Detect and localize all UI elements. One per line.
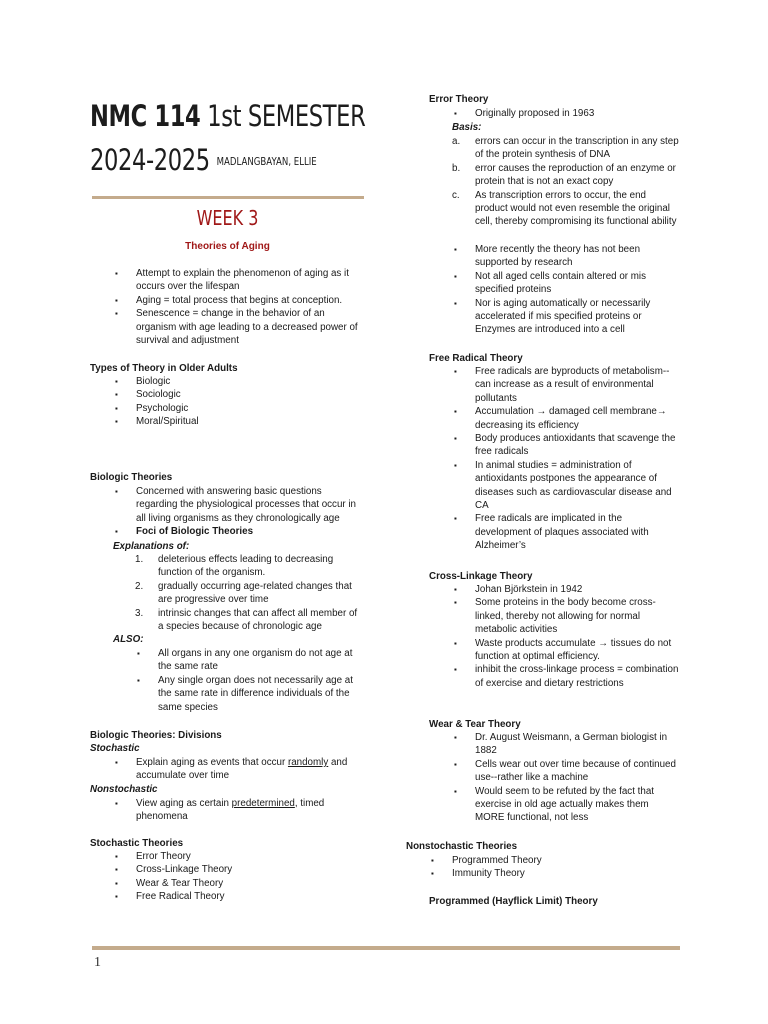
list-item: ▪ Attempt to explain the phenomenon of aging as it occurs over the lifespan <box>113 267 363 294</box>
list-item: ▪ Psychologic <box>113 402 363 415</box>
list-item: ▪ Nor is aging automatically or necessarily accelerated if mis specified proteins or Enzymes are introduced into a cell <box>452 297 680 337</box>
top-divider <box>92 196 364 199</box>
list-item: c. As transcription errors to occur, the end product would not even resemble the original cell, thereby compromising its functional ability <box>452 189 677 228</box>
list-item: ▪ Free radicals are byproducts of metabolism--can increase as a result of environmental pollutants <box>452 365 680 405</box>
explanations-list <box>135 553 363 633</box>
week-title: WEEK 3 <box>196 206 259 230</box>
intro-list <box>113 267 363 347</box>
cross-linkage-list <box>452 583 680 690</box>
stochastic-theories-heading: Stochastic Theories <box>90 838 184 849</box>
list-item: ▪ All organs in any one organism do not age at the same rate <box>135 647 363 674</box>
list-item: ▪ Senescence = change in the behavior of an organism with age leading to a decreased power of survival and adjustment <box>113 307 363 347</box>
list-item: ▪ Explain aging as events that occur randomly and accumulate over time <box>113 756 363 783</box>
list-item: ▪ Sociologic <box>113 388 363 401</box>
cross-linkage-heading: Cross-Linkage Theory <box>429 571 533 582</box>
list-item: ▪ Foci of Biologic Theories <box>113 525 363 538</box>
list-item: ▪ Wear & Tear Theory <box>113 877 363 890</box>
page-number: 1 <box>94 955 101 970</box>
error-theory-first <box>452 107 680 120</box>
explanations-label: Explanations of: <box>113 541 190 552</box>
error-theory-heading: Error Theory <box>429 94 489 105</box>
nonstochastic-theories-list <box>429 854 679 881</box>
list-item: b. error causes the reproduction of an enzyme or protein that is not an exact copy <box>452 162 676 188</box>
nonstochastic-label: Nonstochastic <box>90 784 158 795</box>
nonstochastic-theories-heading: Nonstochastic Theories <box>406 841 518 852</box>
list-item: ▪ Cells wear out over time because of continued use--rather like a machine <box>452 758 680 785</box>
bottom-divider <box>92 946 680 950</box>
list-item: ▪ Body produces antioxidants that scavenge the free radicals <box>452 432 680 459</box>
list-item: ▪ Dr. August Weismann, a German biologist in 1882 <box>452 731 680 758</box>
course-code: NMC 114 <box>90 99 201 133</box>
free-radical-list <box>452 365 680 553</box>
list-item: ▪ Some proteins in the body become cross-linked, thereby not allowing for normal metabolic activities <box>452 596 680 636</box>
list-item: ▪ More recently the theory has not been supported by research <box>452 243 680 270</box>
biologic-heading: Biologic Theories <box>90 472 173 483</box>
types-list <box>113 375 363 429</box>
programmed-heading: Programmed (Hayflick Limit) Theory <box>429 896 598 907</box>
list-item: ▪ Moral/Spiritual <box>113 415 363 428</box>
list-item: ▪ Aging = total process that begins at conception. <box>113 294 363 307</box>
also-list <box>135 647 363 714</box>
list-item: ▪ Not all aged cells contain altered or mis specified proteins <box>452 270 680 297</box>
school-year: 2024-2025 <box>90 143 210 177</box>
list-item: ▪ View aging as certain predetermined, timed phenomena <box>113 797 363 824</box>
stochastic-label: Stochastic <box>90 743 140 754</box>
list-item: ▪ Accumulation → damaged cell membrane→ decreasing its efficiency <box>452 405 680 432</box>
list-item: 3. intrinsic changes that can affect all member of a species because of chronologic age <box>135 607 358 633</box>
types-heading: Types of Theory in Older Adults <box>90 363 238 374</box>
divisions-heading: Biologic Theories: Divisions <box>90 730 222 741</box>
list-item: ▪ Waste products accumulate → tissues do not function at optimal efficiency. <box>452 637 680 664</box>
wear-tear-list <box>452 731 680 825</box>
list-item: ▪ Immunity Theory <box>429 867 679 880</box>
author-name: MADLANGBAYAN, ELLIE <box>216 155 317 168</box>
week-subtitle: Theories of Aging <box>185 241 270 252</box>
also-label: ALSO: <box>113 634 144 645</box>
list-item: ▪ Would seem to be refuted by the fact that exercise in old age actually makes them MORE functional, not less <box>452 785 680 825</box>
basis-list <box>452 135 680 229</box>
nonstochastic-desc <box>113 797 363 824</box>
basis-label: Basis: <box>452 122 482 133</box>
free-radical-heading: Free Radical Theory <box>429 353 523 364</box>
stochastic-desc <box>113 756 363 783</box>
list-item: ▪ Any single organ does not necessarily age at the same rate in difference individuals of the same species <box>135 674 363 714</box>
list-item: ▪ Programmed Theory <box>429 854 679 867</box>
list-item: 2. gradually occurring age-related changes that are progressive over time <box>135 580 352 606</box>
stochastic-theories-list <box>113 850 363 904</box>
list-item: ▪ Cross-Linkage Theory <box>113 863 363 876</box>
list-item: 1. deleterious effects leading to decreasing function of the organism. <box>135 554 334 579</box>
list-item: ▪ Free Radical Theory <box>113 890 363 903</box>
list-item: ▪ Error Theory <box>113 850 363 863</box>
list-item: ▪ inhibit the cross-linkage process = combination of exercise and dietary restrictions <box>452 663 680 690</box>
document-title <box>90 94 365 184</box>
list-item: ▪ Johan Björkstein in 1942 <box>452 583 680 596</box>
list-item: ▪ Concerned with answering basic questions regarding the physiological processes that occur in all living organisms as they chronologically age <box>113 485 363 525</box>
error-theory-more <box>452 243 680 337</box>
list-item: a. errors can occur in the transcription in any step of the protein synthesis of DNA <box>452 136 679 161</box>
list-item: ▪ Free radicals are implicated in the development of plaques associated with Alzheimer’s <box>452 512 680 552</box>
biologic-list <box>113 485 363 539</box>
list-item: ▪ Originally proposed in 1963 <box>452 107 680 120</box>
wear-tear-heading: Wear & Tear Theory <box>429 719 521 730</box>
list-item: ▪ In animal studies = administration of antioxidants postpones the appearance of diseases such as cardiovascular disease and CA <box>452 459 680 513</box>
semester-label: 1st SEMESTER <box>200 99 366 133</box>
list-item: ▪ Biologic <box>113 375 363 388</box>
